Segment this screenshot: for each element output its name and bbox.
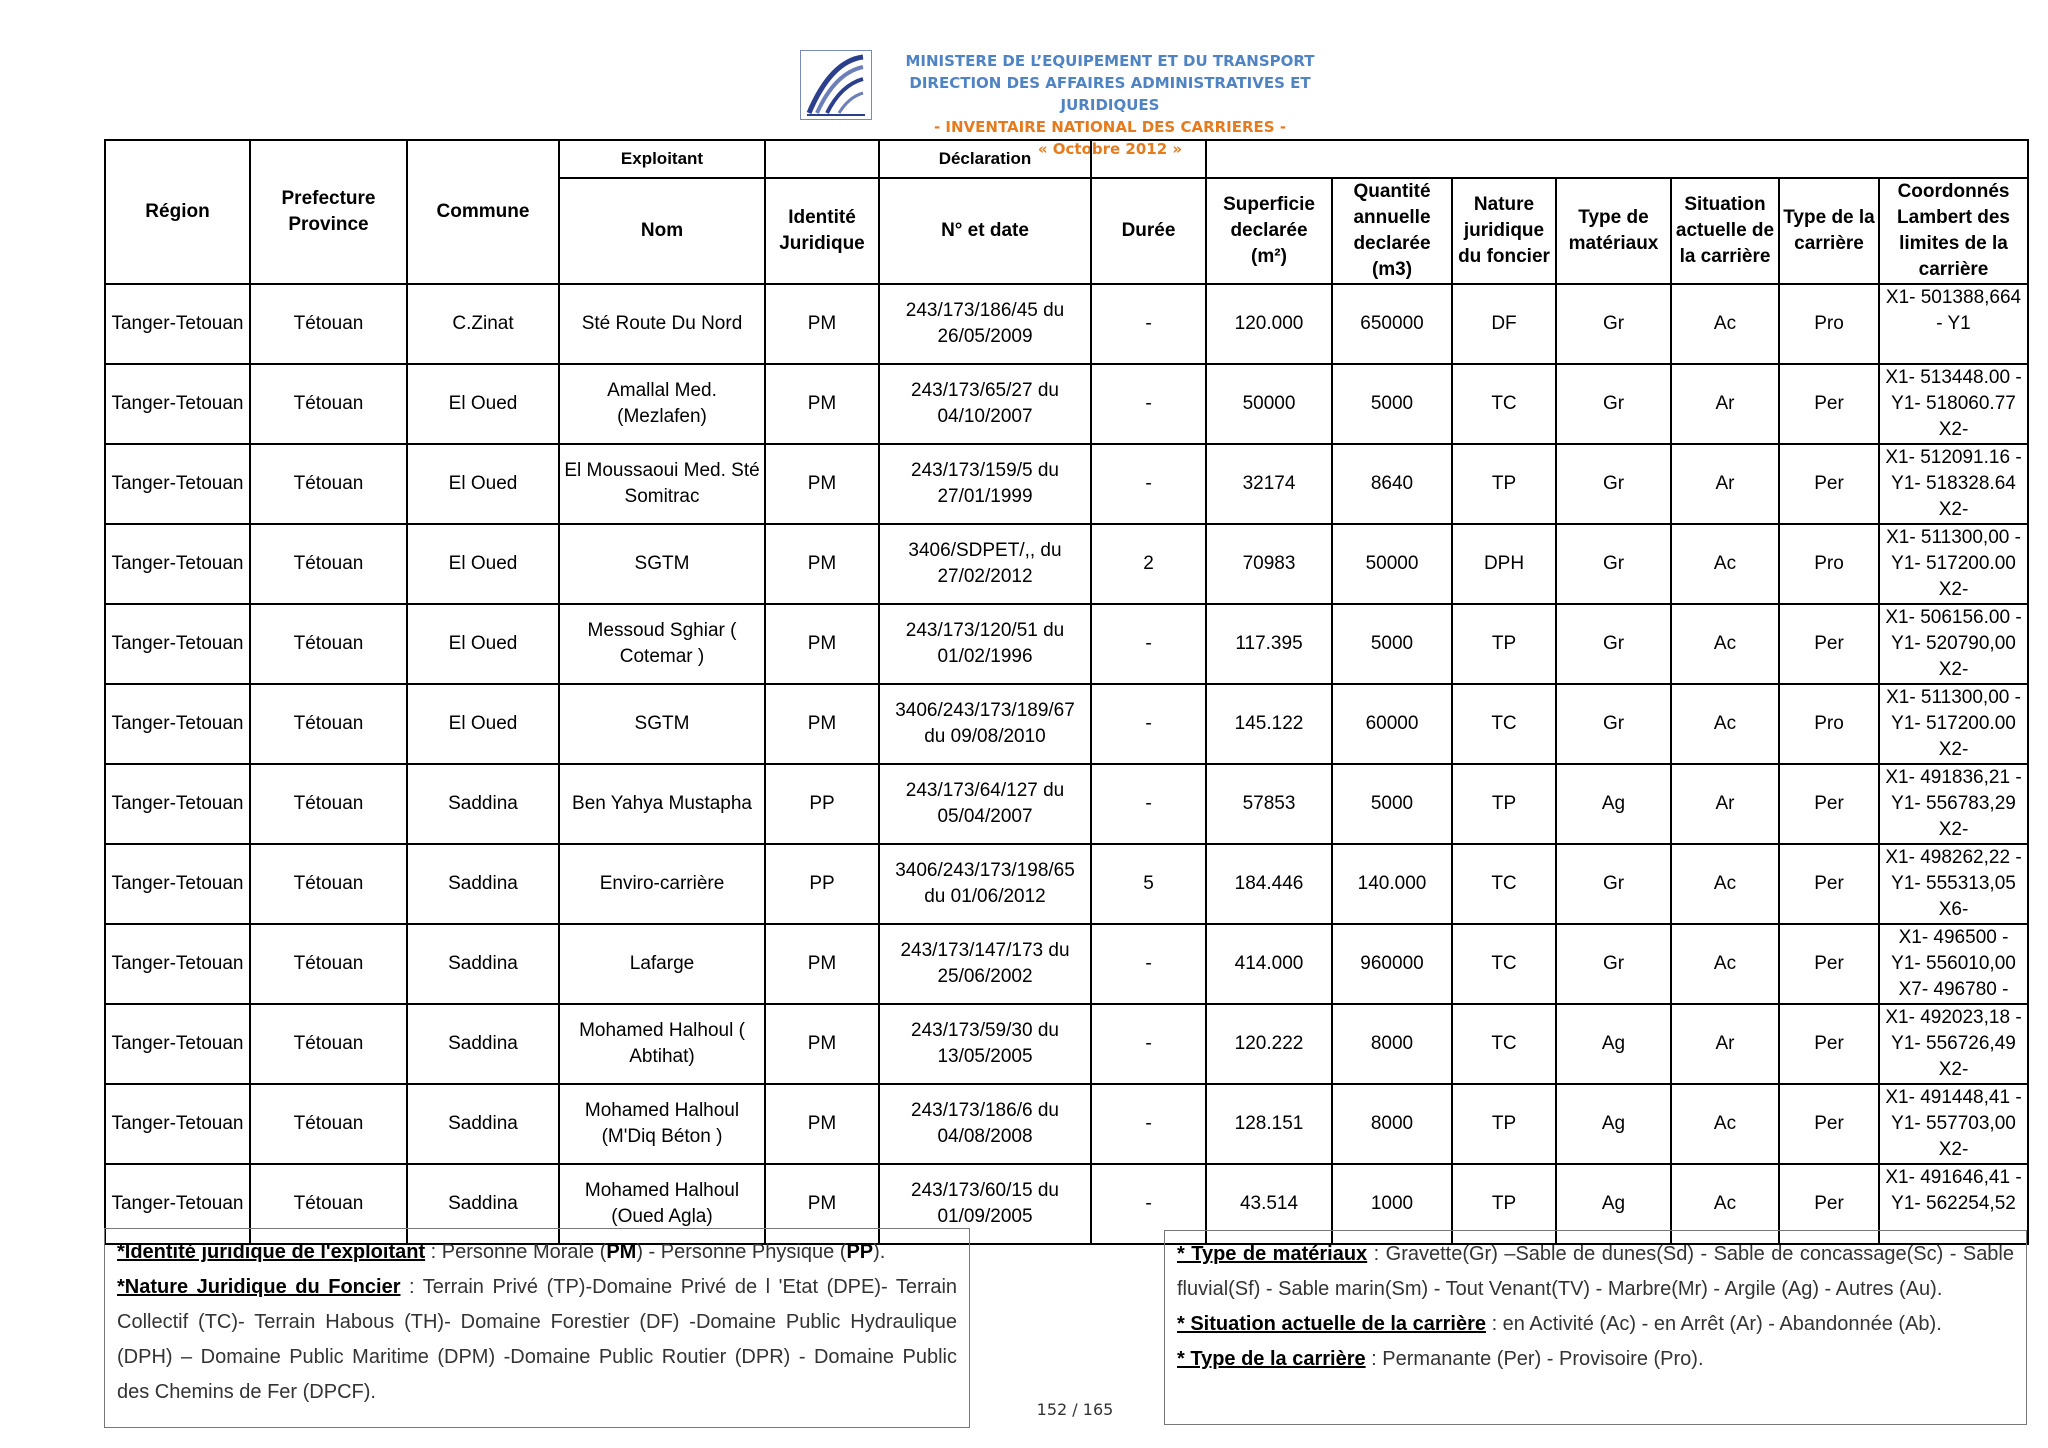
legend-identite-text2: ) - Personne Physique ( [636,1241,847,1263]
coord-text: X1- 501388,664 - Y1 [1885,287,2022,334]
cell-type-mat: Gr [1556,924,1671,1004]
cell-situation: Ar [1671,764,1779,844]
cell-coord [1879,444,2028,524]
cell-prefecture: Tétouan [250,924,407,1004]
cell-nature: TC [1452,684,1556,764]
cell-quantite: 8000 [1332,1084,1452,1164]
cell-duree: - [1091,444,1206,524]
document-date: « Octobre 2012 » [1037,140,1183,158]
cell-ndate: 243/173/60/15 du 01/09/2005 [879,1164,1091,1244]
legend-foncier [117,1270,957,1410]
cell-prefecture: Tétouan [250,1004,407,1084]
page-header [0,48,2048,158]
cell-type-car: Per [1779,1084,1879,1164]
cell-nature: TC [1452,844,1556,924]
cell-type-mat: Ag [1556,1084,1671,1164]
ministry-logo-icon [800,50,872,120]
cell-commune: Saddina [407,924,559,1004]
cell-commune: Saddina [407,1084,559,1164]
cell-prefecture: Tétouan [250,284,407,364]
cell-nature: TP [1452,604,1556,684]
cell-superficie: 32174 [1206,444,1332,524]
table-row [105,844,2028,924]
cell-ndate: 3406/SDPET/,, du 27/02/2012 [879,524,1091,604]
legend-right [1164,1230,2027,1425]
cell-ndate: 3406/243/173/189/67 du 09/08/2010 [879,684,1091,764]
cell-prefecture: Tétouan [250,524,407,604]
cell-situation: Ac [1671,1084,1779,1164]
legend-situation-text: : en Activité (Ac) - en Arrêt (Ar) - Abandonnée (Ab). [1486,1313,1942,1335]
quarry-inventory-table [104,139,2029,1245]
cell-type-car: Pro [1779,524,1879,604]
cell-situation: Ac [1671,684,1779,764]
col-commune: Commune [407,140,559,284]
col-prefecture: Prefecture Province [250,140,407,284]
cell-situation: Ac [1671,844,1779,924]
coord-text: X1- 498262,22 - Y1- 555313,05 X6- [1885,847,2022,920]
cell-duree: 2 [1091,524,1206,604]
cell-prefecture: Tétouan [250,604,407,684]
cell-quantite: 5000 [1332,604,1452,684]
cell-nom: Lafarge [559,924,765,1004]
cell-nature: TC [1452,924,1556,1004]
cell-prefecture: Tétouan [250,1164,407,1244]
cell-commune: Saddina [407,1004,559,1084]
cell-prefecture: Tétouan [250,364,407,444]
coord-text: X1- 506156.00 - Y1- 520790,00 X2- [1885,607,2022,680]
cell-region: Tanger-Tetouan [105,524,250,604]
cell-type-car: Per [1779,444,1879,524]
legend-identite-text: : Personne Morale ( [425,1241,607,1263]
cell-region: Tanger-Tetouan [105,1004,250,1084]
document-title: - INVENTAIRE NATIONAL DES CARRIERES - [933,118,1287,136]
cell-coord [1879,764,2028,844]
cell-coord [1879,1084,2028,1164]
cell-situation: Ac [1671,604,1779,684]
cell-superficie: 117.395 [1206,604,1332,684]
cell-nature: TC [1452,1004,1556,1084]
cell-duree: - [1091,1084,1206,1164]
cell-duree: - [1091,1004,1206,1084]
cell-superficie: 43.514 [1206,1164,1332,1244]
cell-coord [1879,684,2028,764]
cell-region: Tanger-Tetouan [105,764,250,844]
coord-text: X1- 511300,00 - Y1- 517200.00 X2- [1886,687,2021,760]
legend-type-carriere-text: : Permanante (Per) - Provisoire (Pro). [1365,1348,1704,1370]
cell-identite: PM [765,284,879,364]
cell-commune: El Oued [407,444,559,524]
legend-pm: PM [606,1241,637,1263]
cell-superficie: 145.122 [1206,684,1332,764]
cell-nom: El Moussaoui Med. Sté Somitrac [559,444,765,524]
legend-situation-key: * Situation actuelle de la carrière [1177,1313,1487,1335]
legend-materiaux [1177,1237,2014,1307]
coord-text: X1- 492023,18 - Y1- 556726,49 X2- [1885,1007,2022,1080]
cell-situation: Ac [1671,524,1779,604]
ministry-name: MINISTERE DE L’EQUIPEMENT ET DU TRANSPORT [905,52,1315,70]
cell-nom: Ben Yahya Mustapha [559,764,765,844]
legend-materiaux-text: : Gravette(Gr) –Sable de dunes(Sd) - Sable de concassage(Sc) - Sable fluvial(Sf) - Sable marin(Sm) - Tout Venant(TV) - Marbre(Mr) - Argile (Ag) - Autres (Au). [1177,1243,2015,1300]
col-situation: Situation actuelle de la carrière [1671,178,1779,284]
cell-type-car: Per [1779,844,1879,924]
cell-type-car: Per [1779,764,1879,844]
cell-superficie: 57853 [1206,764,1332,844]
cell-superficie: 128.151 [1206,1084,1332,1164]
cell-identite: PM [765,1164,879,1244]
group-empty-2 [1091,140,1206,178]
legend-identite-text3: ). [873,1241,886,1263]
cell-coord [1879,364,2028,444]
group-header-row [105,140,2028,178]
cell-type-mat: Ag [1556,1004,1671,1084]
cell-situation: Ar [1671,444,1779,524]
cell-nom: SGTM [559,684,765,764]
col-coordonnees: Coordonnés Lambert des limites de la carrière [1879,178,2028,284]
cell-superficie: 120.000 [1206,284,1332,364]
cell-ndate: 243/173/147/173 du 25/06/2002 [879,924,1091,1004]
table-row [105,444,2028,524]
col-nom: Nom [559,178,765,284]
cell-region: Tanger-Tetouan [105,444,250,524]
legend-identite [117,1235,957,1270]
coord-text: X1- 491646,41 - Y1- 562254,52 [1885,1167,2022,1214]
coord-text: X1- 513448.00 - Y1- 518060.77 X2- [1885,367,2022,440]
group-empty-1 [765,140,879,178]
cell-commune: Saddina [407,764,559,844]
col-type-materiaux: Type de matériaux [1556,178,1671,284]
legend-type-carriere-key: * Type de la carrière [1177,1348,1366,1370]
cell-nom: Messoud Sghiar ( Cotemar ) [559,604,765,684]
col-identite: Identité Juridique [765,178,879,284]
cell-superficie: 414.000 [1206,924,1332,1004]
cell-type-mat: Gr [1556,604,1671,684]
cell-quantite: 60000 [1332,684,1452,764]
coord-text: X1- 491448,41 - Y1- 557703,00 X2- [1885,1087,2022,1160]
table-row [105,1084,2028,1164]
coord-text: X1- 512091.16 - Y1- 518328.64 X2- [1885,447,2022,520]
cell-coord [1879,1004,2028,1084]
cell-identite: PM [765,364,879,444]
cell-nature: DPH [1452,524,1556,604]
cell-coord [1879,844,2028,924]
cell-type-car: Per [1779,1164,1879,1244]
table-row [105,1004,2028,1084]
table-row [105,284,2028,364]
cell-region: Tanger-Tetouan [105,284,250,364]
cell-ndate: 243/173/64/127 du 05/04/2007 [879,764,1091,844]
cell-identite: PM [765,1004,879,1084]
cell-coord [1879,604,2028,684]
cell-nature: DF [1452,284,1556,364]
cell-type-mat: Gr [1556,284,1671,364]
cell-nom: Enviro-carrière [559,844,765,924]
cell-nature: TP [1452,444,1556,524]
cell-type-car: Per [1779,1004,1879,1084]
col-quantite: Quantité annuelle declarée (m3) [1332,178,1452,284]
coord-text: X1- 511300,00 - Y1- 517200.00 X2- [1886,527,2021,600]
cell-commune: El Oued [407,684,559,764]
cell-nature: TP [1452,1164,1556,1244]
cell-coord [1879,524,2028,604]
cell-identite: PP [765,764,879,844]
cell-duree: 5 [1091,844,1206,924]
cell-ndate: 243/173/186/45 du 26/05/2009 [879,284,1091,364]
cell-commune: El Oued [407,524,559,604]
cell-identite: PP [765,844,879,924]
cell-commune: El Oued [407,604,559,684]
cell-nature: TP [1452,764,1556,844]
cell-superficie: 50000 [1206,364,1332,444]
cell-type-mat: Gr [1556,364,1671,444]
cell-region: Tanger-Tetouan [105,604,250,684]
cell-ndate: 3406/243/173/198/65 du 01/06/2012 [879,844,1091,924]
cell-ndate: 243/173/159/5 du 27/01/1999 [879,444,1091,524]
cell-nom: Amallal Med. (Mezlafen) [559,364,765,444]
cell-quantite: 650000 [1332,284,1452,364]
direction-name: DIRECTION DES AFFAIRES ADMINISTRATIVES ET JURIDIQUES [909,74,1311,114]
cell-region: Tanger-Tetouan [105,364,250,444]
table-row [105,604,2028,684]
cell-identite: PM [765,1084,879,1164]
cell-duree: - [1091,604,1206,684]
cell-region: Tanger-Tetouan [105,684,250,764]
table-body [105,284,2028,1244]
legend-foncier-key: *Nature Juridique du Foncier [117,1276,401,1298]
cell-prefecture: Tétouan [250,844,407,924]
table-row [105,764,2028,844]
cell-type-car: Per [1779,924,1879,1004]
cell-prefecture: Tétouan [250,684,407,764]
cell-type-mat: Gr [1556,844,1671,924]
cell-type-car: Pro [1779,684,1879,764]
coord-text: X1- 496500 - Y1- 556010,00 X7- 496780 - [1891,927,2016,1000]
page-number: 152 / 165 [1036,1400,1114,1419]
cell-superficie: 70983 [1206,524,1332,604]
cell-nom: Sté Route Du Nord [559,284,765,364]
cell-quantite: 5000 [1332,764,1452,844]
cell-prefecture: Tétouan [250,444,407,524]
cell-type-mat: Gr [1556,524,1671,604]
cell-identite: PM [765,444,879,524]
cell-type-mat: Ag [1556,764,1671,844]
cell-region: Tanger-Tetouan [105,1084,250,1164]
group-declaration: Déclaration [879,140,1091,178]
cell-ndate: 243/173/59/30 du 13/05/2005 [879,1004,1091,1084]
cell-quantite: 140.000 [1332,844,1452,924]
cell-coord [1879,284,2028,364]
cell-type-car: Per [1779,604,1879,684]
cell-duree: - [1091,684,1206,764]
cell-situation: Ac [1671,1164,1779,1244]
col-region: Région [105,140,250,284]
cell-situation: Ac [1671,284,1779,364]
cell-identite: PM [765,604,879,684]
cell-ndate: 243/173/186/6 du 04/08/2008 [879,1084,1091,1164]
legend-left [104,1228,970,1428]
cell-quantite: 5000 [1332,364,1452,444]
cell-duree: - [1091,1164,1206,1244]
table-row [105,684,2028,764]
col-nature: Nature juridique du foncier [1452,178,1556,284]
cell-situation: Ar [1671,1004,1779,1084]
cell-quantite: 1000 [1332,1164,1452,1244]
legend-pp: PP [846,1241,874,1263]
legend-identite-key: *Identité juridique de l'exploitant [117,1241,426,1263]
cell-commune: Saddina [407,844,559,924]
col-ndate: N° et date [879,178,1091,284]
cell-identite: PM [765,684,879,764]
cell-duree: - [1091,764,1206,844]
cell-nom: Mohamed Halhoul (Oued Agla) [559,1164,765,1244]
col-type-carriere: Type de la carrière [1779,178,1879,284]
cell-quantite: 8640 [1332,444,1452,524]
col-superficie: Superficie declarée (m²) [1206,178,1332,284]
cell-prefecture: Tétouan [250,1084,407,1164]
cell-commune: C.Zinat [407,284,559,364]
cell-region: Tanger-Tetouan [105,1164,250,1244]
cell-type-car: Per [1779,364,1879,444]
cell-duree: - [1091,364,1206,444]
cell-quantite: 960000 [1332,924,1452,1004]
cell-type-mat: Ag [1556,1164,1671,1244]
cell-type-mat: Gr [1556,684,1671,764]
cell-type-mat: Gr [1556,444,1671,524]
cell-nom: SGTM [559,524,765,604]
legend-situation [1177,1307,2014,1342]
cell-region: Tanger-Tetouan [105,844,250,924]
cell-ndate: 243/173/65/27 du 04/10/2007 [879,364,1091,444]
coord-text: X1- 491836,21 - Y1- 556783,29 X2- [1885,767,2022,840]
cell-region: Tanger-Tetouan [105,924,250,1004]
legend-type-carriere [1177,1342,2014,1377]
cell-type-car: Pro [1779,284,1879,364]
cell-duree: - [1091,924,1206,1004]
cell-superficie: 184.446 [1206,844,1332,924]
cell-situation: Ar [1671,364,1779,444]
cell-identite: PM [765,524,879,604]
cell-situation: Ac [1671,924,1779,1004]
table-row [105,524,2028,604]
cell-ndate: 243/173/120/51 du 01/02/1996 [879,604,1091,684]
col-duree: Durée [1091,178,1206,284]
cell-commune: Saddina [407,1164,559,1244]
cell-superficie: 120.222 [1206,1004,1332,1084]
legend-foncier-text: : Terrain Privé (TP)-Domaine Privé de l 'Etat (DPE)- Terrain Collectif (TC)- Terrain Habous (TH)- Domaine Forestier (DF) -Domaine Public Hydraulique (DPH) – Domaine Public Maritime (DPM) -Domaine Public Routier (DPR) - Domaine Public des Chemins de Fer (DPCF). [117,1276,958,1403]
cell-nature: TP [1452,1084,1556,1164]
table-row [105,924,2028,1004]
cell-nom: Mohamed Halhoul ( Abtihat) [559,1004,765,1084]
legend-materiaux-key: * Type de matériaux [1177,1243,1368,1265]
group-exploitant: Exploitant [559,140,765,178]
cell-prefecture: Tétouan [250,764,407,844]
group-empty-3 [1206,140,2028,178]
cell-duree: - [1091,284,1206,364]
table-row [105,364,2028,444]
cell-quantite: 50000 [1332,524,1452,604]
cell-commune: El Oued [407,364,559,444]
cell-coord [1879,924,2028,1004]
cell-quantite: 8000 [1332,1004,1452,1084]
cell-identite: PM [765,924,879,1004]
cell-nom: Mohamed Halhoul (M'Diq Béton ) [559,1084,765,1164]
cell-nature: TC [1452,364,1556,444]
